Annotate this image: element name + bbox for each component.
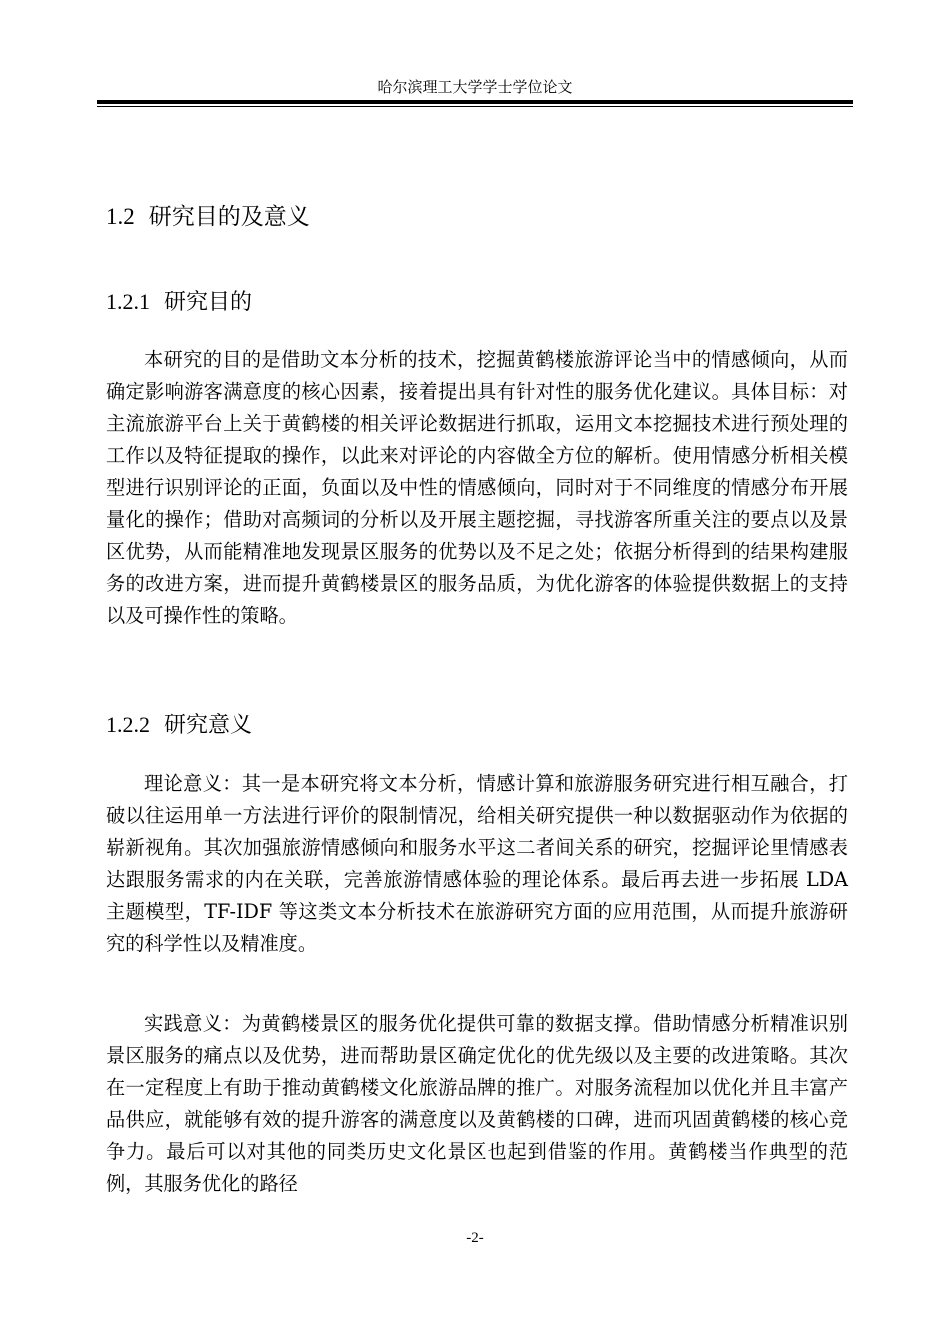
theory-significance-paragraph: 理论意义：其一是本研究将文本分析，情感计算和旅游服务研究进行相互融合，打破以往运用单一方法进行评价的限制情况，给相关研究提供一种以数据驱动作为依据的崭新视角。其次加强旅游情感倾向和服务水平这二者间关系的研究，挖掘评论里情感表达跟服务需求的内在关联，完善旅游情感体验的理论体系。最后再去进一步拓展 LDA 主题模型，TF-IDF 等这类文本分析技术在旅游研究方面的应用范围，从而提升旅游研究的科学性以及精准度。 <box>106 772 848 955</box>
subsection-title-significance: 研究意义 <box>164 713 253 738</box>
subsection-heading-significance <box>106 710 252 741</box>
section-heading <box>106 202 310 232</box>
practice-significance-paragraph: 实践意义：为黄鹤楼景区的服务优化提供可靠的数据支撑。借助情感分析精准识别景区服务的痛点以及优势，进而帮助景区确定优化的优先级以及主要的改进策略。其次在一定程度上有助于推动黄鹤楼文化旅游品牌的推广。对服务流程加以优化并且丰富产品供应，就能够有效的提升游客的满意度以及黄鹤楼的口碑，进而巩固黄鹤楼的核心竞争力。最后可以对其他的同类历史文化景区也起到借鉴的作用。黄鹤楼当作典型的范例，其服务优化的路径 <box>106 1012 848 1195</box>
subsection-heading-purpose <box>106 287 252 318</box>
subsection-title-purpose: 研究目的 <box>164 290 253 315</box>
subsection-number-purpose: 1.2.1 <box>106 289 150 314</box>
page-number: -2- <box>466 1230 484 1246</box>
header-divider-thick <box>97 100 853 104</box>
section-title: 研究目的及意义 <box>148 204 310 230</box>
header-divider-thin <box>97 106 853 107</box>
purpose-paragraph: 本研究的目的是借助文本分析的技术，挖掘黄鹤楼旅游评论当中的情感倾向，从而确定影响游客满意度的核心因素，接着提出具有针对性的服务优化建议。具体目标：对主流旅游平台上关于黄鹤楼的相关评论数据进行抓取，运用文本挖掘技术进行预处理的工作以及特征提取的操作，以此来对评论的内容做全方位的解析。使用情感分析相关模型进行识别评论的正面，负面以及中性的情感倾向，同时对于不同维度的情感分布开展量化的操作；借助对高频词的分析以及开展主题挖掘，寻找游客所重关注的要点以及景区优势，从而能精准地发现景区服务的优势以及不足之处；依据分析得到的结果构建服务的改进方案，进而提升黄鹤楼景区的服务品质，为优化游客的体验提供数据上的支持以及可操作性的策略。 <box>106 348 848 627</box>
page-header-title: 哈尔滨理工大学学士学位论文 <box>377 78 573 96</box>
subsection-number-significance: 1.2.2 <box>106 712 150 737</box>
section-number: 1.2 <box>106 204 135 229</box>
